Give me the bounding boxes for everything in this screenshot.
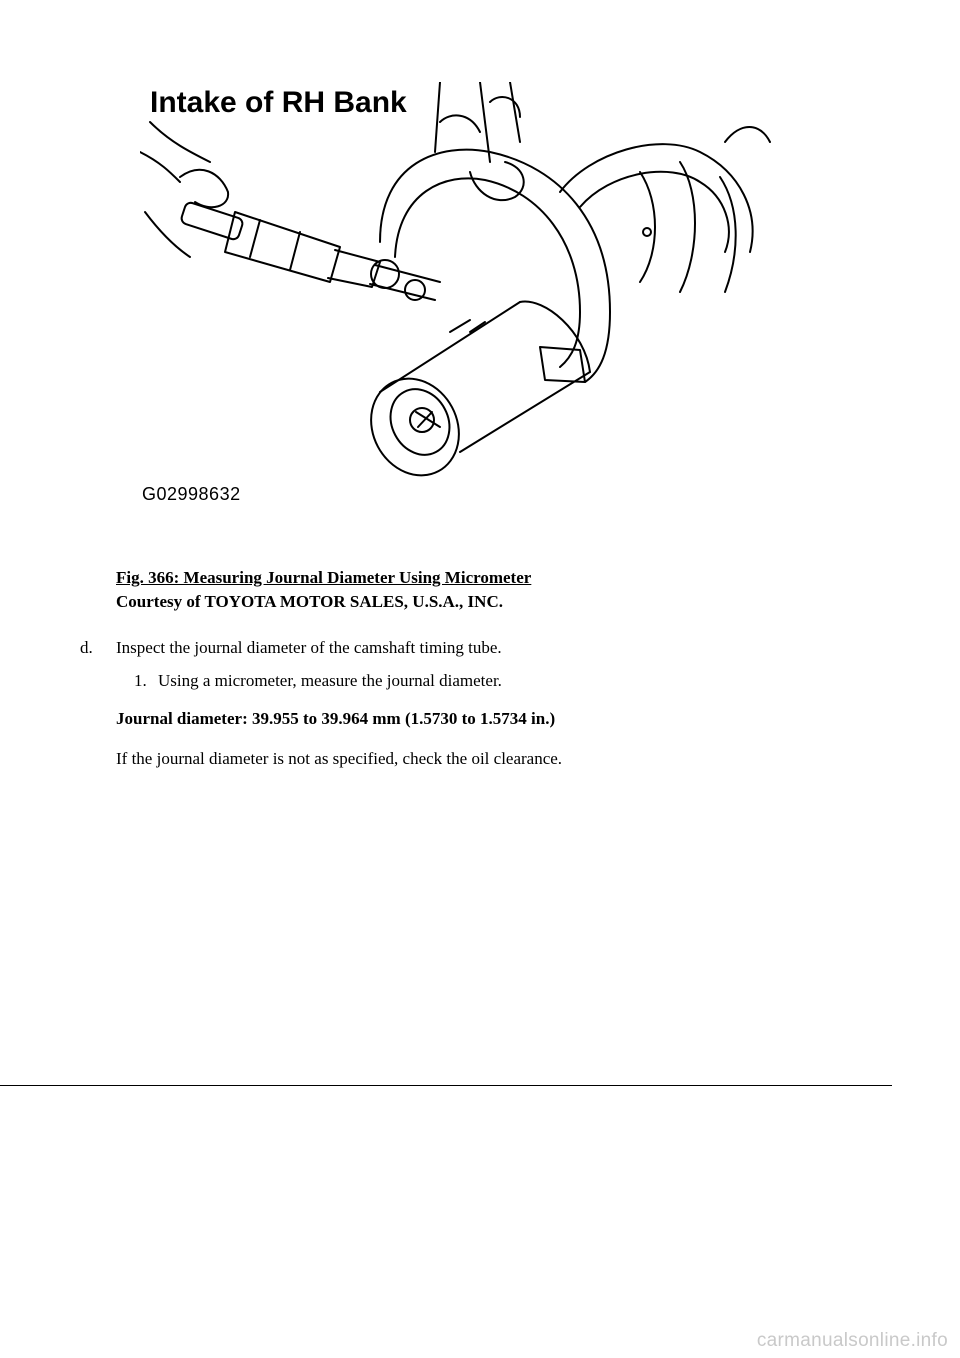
step-d xyxy=(80,637,502,659)
figure-caption xyxy=(116,566,531,614)
step-d-text: Inspect the journal diameter of the camshaft timing tube. xyxy=(116,638,502,657)
figure-illustration xyxy=(140,82,780,512)
caption-title: Fig. 366: Measuring Journal Diameter Using Micrometer xyxy=(116,568,532,587)
figure-code: G02998632 xyxy=(142,484,241,504)
watermark: carmanualsonline.info xyxy=(756,1330,948,1351)
step-1-text: Using a micrometer, measure the journal diameter. xyxy=(158,671,502,690)
oil-clearance-note: If the journal diameter is not as specified, check the oil clearance. xyxy=(116,749,563,768)
step-d-marker: d. xyxy=(80,638,93,657)
journal-diameter-spec: Journal diameter: 39.955 to 39.964 mm (1.5730 to 1.5734 in.) xyxy=(116,709,556,728)
step-1 xyxy=(134,670,502,692)
micrometer-camshaft-drawing xyxy=(140,82,780,512)
step-1-marker: 1. xyxy=(134,671,147,690)
page-divider xyxy=(0,1085,892,1086)
caption-credit: Courtesy of TOYOTA MOTOR SALES, U.S.A., INC. xyxy=(116,592,503,611)
figure-title-text: Intake of RH Bank xyxy=(150,86,407,119)
